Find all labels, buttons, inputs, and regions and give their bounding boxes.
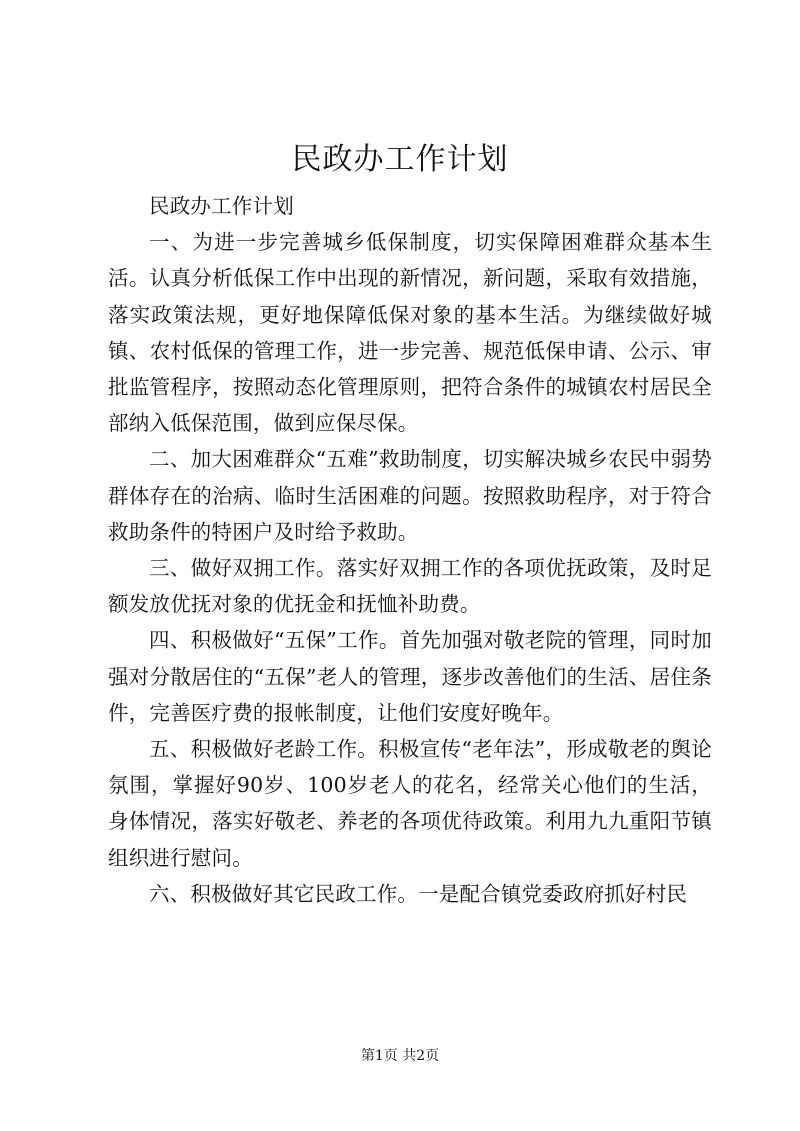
paragraph-2-hardship-relief: 二、加大困难群众“五难”救助制度，切实解决城乡农民中弱势群体存在的治病、临时生活困难的问题。按照救助程序，对于符合救助条件的特困户及时给予救助。: [108, 447, 712, 544]
paragraph-5-elderly-work: 五、积极做好老龄工作。积极宣传“老年法”，形成敬老的舆论氛围，掌握好90岁、100岁老人的花名，经常关心他们的生活，身体情况，落实好敬老、养老的各项优待政策。利用九九重阳节镇组织进行慰问。: [108, 737, 712, 870]
paragraph-6-other-work: 六、积极做好其它民政工作。一是配合镇党委政府抓好村民: [149, 881, 688, 906]
paragraph-subtitle: 民政办工作计划: [149, 194, 294, 218]
paragraph-3-military-support: 三、做好双拥工作。落实好双拥工作的各项优抚政策，及时足额发放优抚对象的优抚金和抚恤补助费。: [108, 556, 712, 617]
paragraph-4-five-guarantees: 四、积极做好“五保”工作。首先加强对敬老院的管理，同时加强对分散居住的“五保”老人的管理，逐步改善他们的生活、居住条件，完善医疗费的报帐制度，让他们安度好晚年。: [108, 628, 712, 725]
document-title: 民政办工作计划: [291, 142, 509, 177]
document-body: [108, 188, 712, 912]
page-number-footer: 第1页 共2页: [360, 1048, 440, 1064]
paragraph-1-subsistence-allowance: 一、为进一步完善城乡低保制度，切实保障困难群众基本生活。认真分析低保工作中出现的新情况，新问题，采取有效措施，落实政策法规，更好地保障低保对象的基本生活。为继续做好城镇、农村低保的管理工作，进一步完善、规范低保申请、公示、审批监管程序，按照动态化管理原则，把符合条件的城镇农村居民全部纳入低保范围，做到应保尽保。: [108, 230, 712, 436]
